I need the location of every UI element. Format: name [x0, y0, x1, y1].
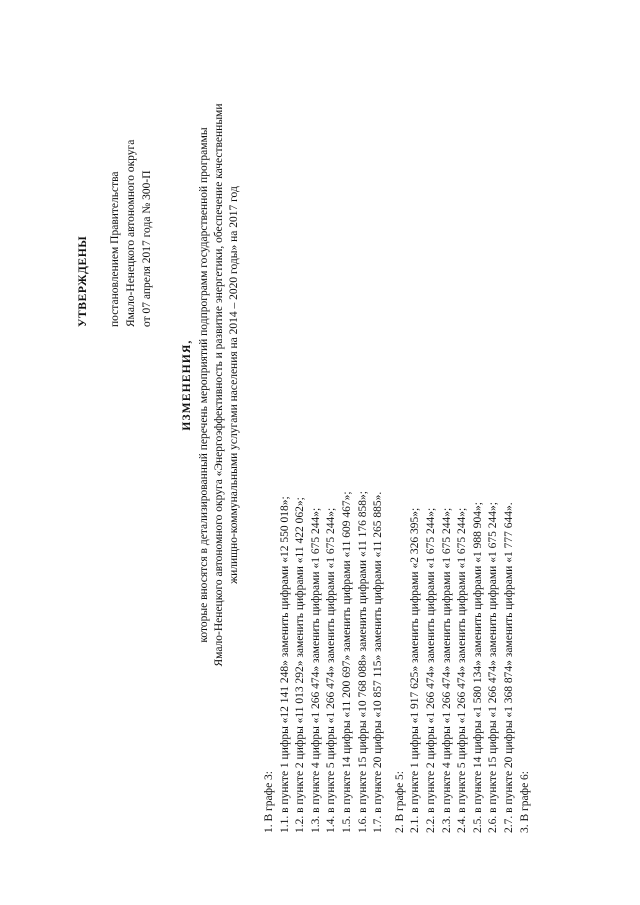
approval-heading: УТВЕРЖДЕНЫ — [77, 235, 89, 327]
title-line: Ямало-Ненецкого автономного округа «Энергоэффективность и развитие энергетики, обеспечение качественными — [213, 103, 225, 667]
approval-block — [75, 27, 155, 327]
section-header: 1. В графе 3: — [263, 771, 275, 833]
list-item: 2.4. в пункте 5 цифры «1 266 474» заменить цифрами «1 675 244»; — [456, 507, 469, 833]
list-item: 2.6. в пункте 15 цифры «1 266 474» заменить цифрами «1 675 244»; — [487, 502, 500, 833]
approval-line: Ямало-Ненецкого автономного округа — [125, 139, 137, 327]
title-line: жилищно-коммунальными услугами населения на 2014 – 2020 годы» на 2017 год — [228, 186, 240, 584]
title-line: которые вносятся в детализированный перечень мероприятий подпрограмм государственной программы — [198, 127, 210, 643]
list-item: 2.2. в пункте 2 цифры «1 266 474» заменить цифрами «1 675 244»; — [424, 507, 437, 833]
list-item: 2.5. в пункте 14 цифры «1 580 134» заменить цифрами «1 988 904»; — [471, 502, 484, 833]
list-item: 2.1. в пункте 1 цифры «1 917 625» заменить цифрами «2 326 395»; — [409, 507, 422, 833]
section-header: 2. В графе 5: — [393, 771, 406, 833]
approval-line: от 07 апреля 2017 года № 300-П — [141, 170, 153, 327]
list-item: 2.7. в пункте 20 цифры «1 368 874» заменить цифрами «1 777 644». — [502, 502, 515, 833]
list-item: 2.3. в пункте 4 цифры «1 266 474» заменить цифрами «1 675 244»; — [440, 507, 453, 833]
list-item: 1.2. в пункте 2 цифры «11 013 292» заменить цифрами «11 422 062»; — [294, 497, 307, 833]
list-item: 1.3. в пункте 4 цифры «1 266 474» заменить цифрами «1 675 244»; — [309, 507, 322, 833]
list-item: 1.7. в пункте 20 цифры «10 857 115» заменить цифрами «11 265 885». — [372, 491, 385, 833]
document-title-block — [180, 65, 242, 705]
list-item: 1.4. в пункте 5 цифры «1 266 474» заменить цифрами «1 675 244»; — [325, 507, 338, 833]
list-item: 1.1. в пункте 1 цифры «12 141 248» заменить цифрами «12 550 018»; — [278, 496, 291, 833]
changes-list — [262, 273, 533, 833]
list-item: 1.5. в пункте 14 цифры «11 200 697» заменить цифрами «11 609 467»; — [340, 491, 353, 833]
document-title: ИЗМЕНЕНИЯ, — [181, 339, 193, 431]
list-item: 1.6. в пункте 15 цифры «10 768 088» заменить цифрами «11 176 858»; — [356, 491, 369, 833]
approval-line: постановлением Правительства — [109, 171, 121, 327]
section-header: 3. В графе 6: — [518, 771, 531, 833]
